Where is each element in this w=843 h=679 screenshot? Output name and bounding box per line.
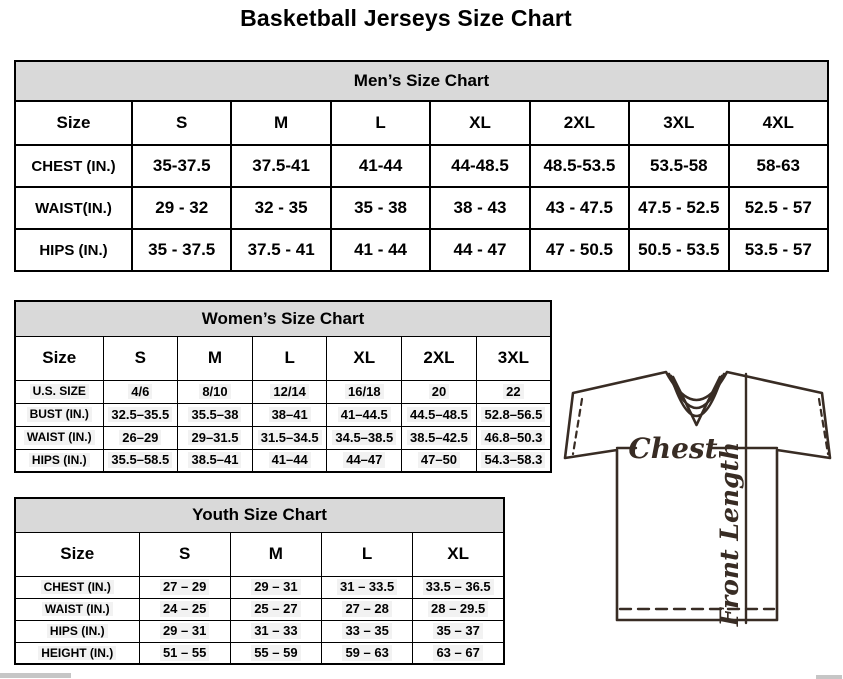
size-cell: 33 – 35 (322, 620, 413, 642)
size-cell: 22 (476, 380, 551, 403)
women-chart-header-row (15, 336, 551, 380)
size-cell: 24 – 25 (139, 598, 230, 620)
size-cell: 27 – 28 (322, 598, 413, 620)
size-cell: 44-48.5 (430, 145, 529, 187)
women-size-chart-table (14, 300, 552, 473)
size-cell: 26–29 (103, 426, 178, 449)
table-row (15, 449, 551, 472)
size-cell: 41–44.5 (327, 403, 402, 426)
size-cell: 35 – 37 (413, 620, 504, 642)
column-header: Size (15, 532, 139, 576)
horizontal-scrollbar-thumb[interactable] (0, 673, 71, 678)
size-cell: 44.5–48.5 (402, 403, 477, 426)
table-row (15, 426, 551, 449)
column-header: M (231, 101, 330, 145)
row-label: HIPS (IN.) (15, 229, 132, 271)
size-cell: 35.5–38 (178, 403, 253, 426)
column-header: 3XL (476, 336, 551, 380)
youth-size-chart-table (14, 497, 505, 665)
column-header: S (132, 101, 231, 145)
column-header: 4XL (729, 101, 828, 145)
column-header: 3XL (629, 101, 728, 145)
size-cell: 31.5–34.5 (252, 426, 327, 449)
size-cell: 29 – 31 (139, 620, 230, 642)
page-title: Basketball Jerseys Size Chart (240, 5, 572, 31)
row-label: HIPS (IN.) (15, 620, 139, 642)
column-header: L (322, 532, 413, 576)
column-header: L (331, 101, 430, 145)
men-size-chart-table (14, 60, 829, 272)
size-cell: 46.8–50.3 (476, 426, 551, 449)
size-cell: 41-44 (331, 145, 430, 187)
women-chart-title: Women’s Size Chart (15, 301, 551, 336)
row-label: HEIGHT (IN.) (15, 642, 139, 664)
size-cell: 44 - 47 (430, 229, 529, 271)
column-header: XL (413, 532, 504, 576)
column-header: 2XL (402, 336, 477, 380)
size-cell: 54.3–58.3 (476, 449, 551, 472)
size-cell: 32.5–35.5 (103, 403, 178, 426)
column-header: S (103, 336, 178, 380)
size-cell: 58-63 (729, 145, 828, 187)
row-label: HIPS (IN.) (15, 449, 103, 472)
size-cell: 38.5–41 (178, 449, 253, 472)
size-cell: 29–31.5 (178, 426, 253, 449)
size-cell: 47 - 50.5 (530, 229, 629, 271)
size-cell: 50.5 - 53.5 (629, 229, 728, 271)
size-cell: 35 - 38 (331, 187, 430, 229)
size-cell: 47–50 (402, 449, 477, 472)
size-cell: 43 - 47.5 (530, 187, 629, 229)
size-cell: 41 - 44 (331, 229, 430, 271)
size-cell: 55 – 59 (230, 642, 321, 664)
size-cell: 59 – 63 (322, 642, 413, 664)
size-cell: 44–47 (327, 449, 402, 472)
front-length-label: Front Length (715, 441, 744, 627)
table-row (15, 598, 504, 620)
column-header: M (230, 532, 321, 576)
size-cell: 63 – 67 (413, 642, 504, 664)
column-header: 2XL (530, 101, 629, 145)
column-header: L (252, 336, 327, 380)
men-chart-title: Men’s Size Chart (15, 61, 828, 101)
row-label: CHEST (IN.) (15, 145, 132, 187)
men-chart-header-row (15, 101, 828, 145)
row-label: CHEST (IN.) (15, 576, 139, 598)
column-header: Size (15, 101, 132, 145)
size-cell: 53.5-58 (629, 145, 728, 187)
size-cell: 20 (402, 380, 477, 403)
size-cell: 31 – 33.5 (322, 576, 413, 598)
size-cell: 12/14 (252, 380, 327, 403)
size-cell: 52.8–56.5 (476, 403, 551, 426)
size-cell: 28 – 29.5 (413, 598, 504, 620)
row-label: WAIST (IN.) (15, 598, 139, 620)
size-cell: 16/18 (327, 380, 402, 403)
size-cell: 38 - 43 (430, 187, 529, 229)
men-chart-title-row (15, 61, 828, 101)
horizontal-scrollbar-thumb[interactable] (816, 675, 842, 679)
column-header: XL (430, 101, 529, 145)
column-header: Size (15, 336, 103, 380)
size-cell: 37.5 - 41 (231, 229, 330, 271)
size-cell: 38.5–42.5 (402, 426, 477, 449)
size-cell: 25 – 27 (230, 598, 321, 620)
size-cell: 34.5–38.5 (327, 426, 402, 449)
table-row (15, 620, 504, 642)
size-cell: 35.5–58.5 (103, 449, 178, 472)
size-cell: 35-37.5 (132, 145, 231, 187)
size-cell: 33.5 – 36.5 (413, 576, 504, 598)
column-header: S (139, 532, 230, 576)
size-cell: 8/10 (178, 380, 253, 403)
women-chart-title-row (15, 301, 551, 336)
table-row (15, 403, 551, 426)
size-cell: 29 – 31 (230, 576, 321, 598)
size-cell: 35 - 37.5 (132, 229, 231, 271)
chest-label: Chest (628, 432, 718, 465)
row-label: WAIST (IN.) (15, 426, 103, 449)
column-header: M (178, 336, 253, 380)
table-row (15, 380, 551, 403)
size-cell: 31 – 33 (230, 620, 321, 642)
row-label: WAIST(IN.) (15, 187, 132, 229)
size-cell: 53.5 - 57 (729, 229, 828, 271)
youth-chart-title: Youth Size Chart (15, 498, 504, 532)
jersey-diagram (558, 357, 843, 629)
table-row (15, 187, 828, 229)
size-cell: 52.5 - 57 (729, 187, 828, 229)
row-label: BUST (IN.) (15, 403, 103, 426)
table-row (15, 642, 504, 664)
table-row (15, 145, 828, 187)
size-cell: 32 - 35 (231, 187, 330, 229)
size-cell: 38–41 (252, 403, 327, 426)
size-cell: 48.5-53.5 (530, 145, 629, 187)
size-cell: 37.5-41 (231, 145, 330, 187)
size-cell: 47.5 - 52.5 (629, 187, 728, 229)
size-cell: 29 - 32 (132, 187, 231, 229)
size-cell: 4/6 (103, 380, 178, 403)
size-cell: 27 – 29 (139, 576, 230, 598)
column-header: XL (327, 336, 402, 380)
youth-chart-title-row (15, 498, 504, 532)
row-label: U.S. SIZE (15, 380, 103, 403)
table-row (15, 229, 828, 271)
size-cell: 41–44 (252, 449, 327, 472)
table-row (15, 576, 504, 598)
youth-chart-header-row (15, 532, 504, 576)
size-cell: 51 – 55 (139, 642, 230, 664)
